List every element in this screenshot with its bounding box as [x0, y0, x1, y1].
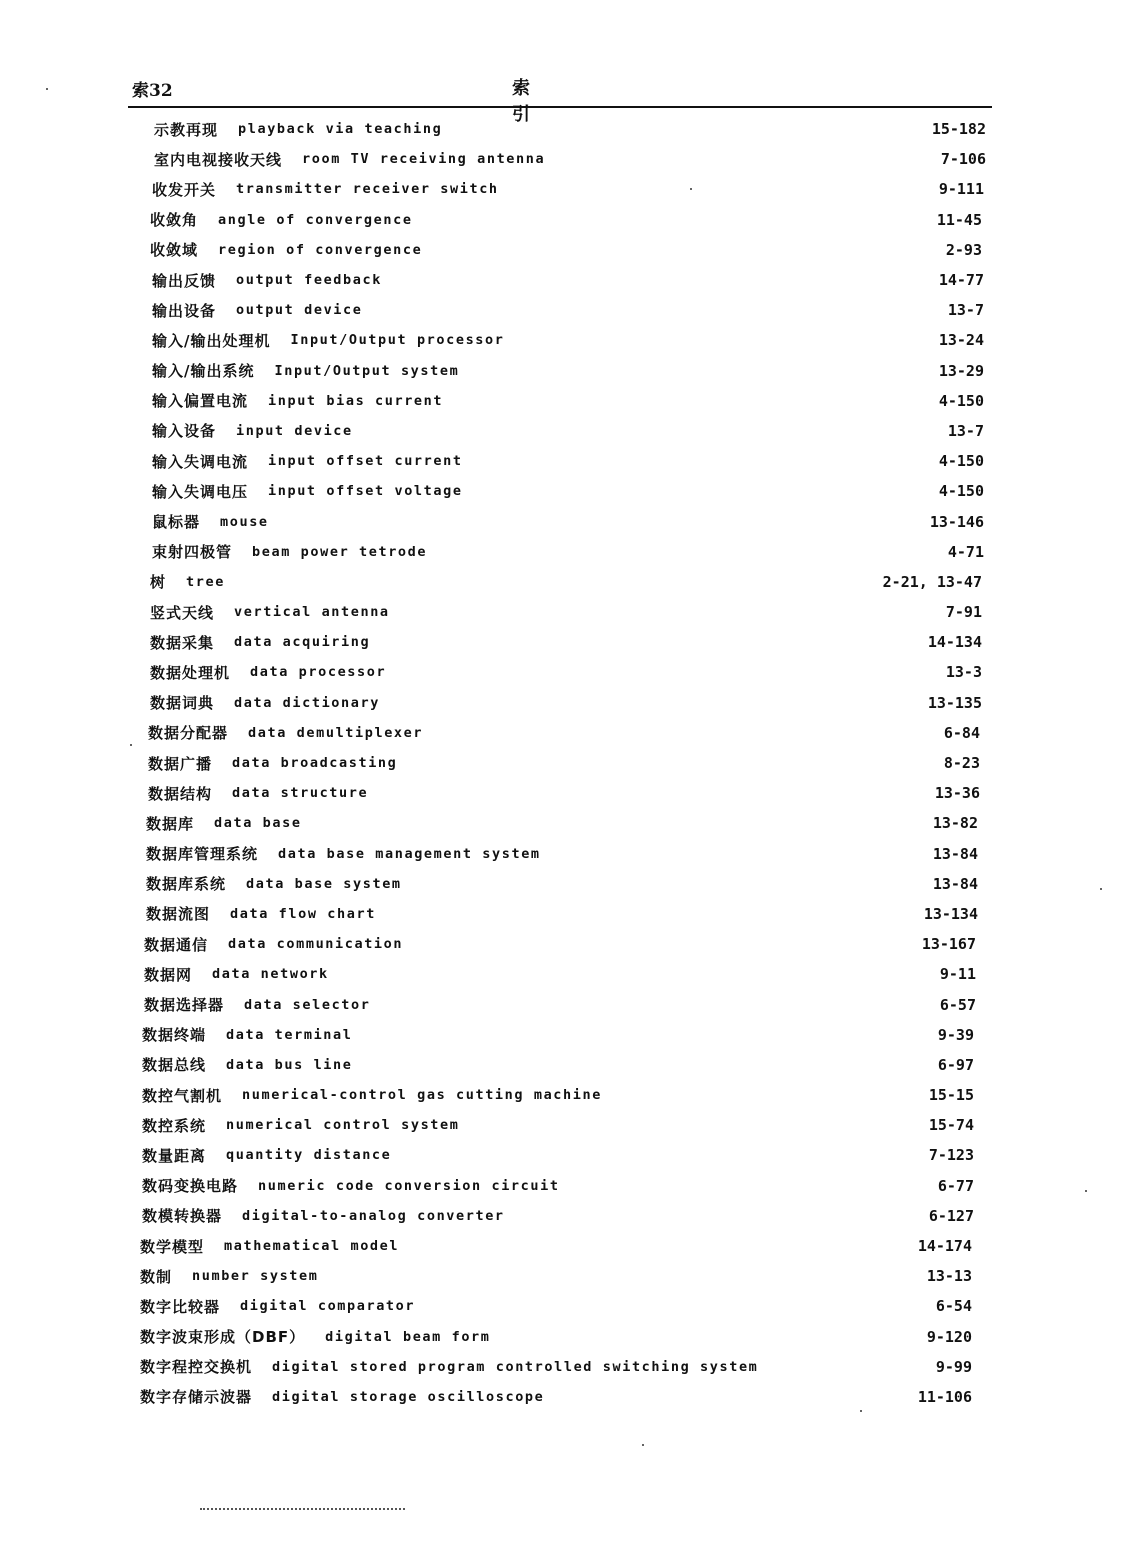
term-english: input bias current [268, 392, 444, 409]
term-chinese: 鼠标器 [152, 513, 201, 532]
scan-speck [690, 188, 692, 190]
index-entry [152, 446, 996, 476]
index-entry [142, 1140, 996, 1170]
term-english: digital beam form [325, 1328, 491, 1345]
term-chinese: 数字存储示波器 [140, 1388, 253, 1407]
index-entry [150, 235, 996, 265]
term-english: data base [214, 815, 302, 832]
term-chinese: 数据广播 [148, 754, 213, 773]
index-entry [152, 537, 996, 567]
term-english: output device [236, 302, 363, 319]
term-chinese: 数字程控交换机 [140, 1358, 253, 1377]
term-chinese: 数模转换器 [142, 1207, 223, 1226]
term-english: input offset current [268, 453, 463, 470]
term-english: data structure [232, 785, 369, 802]
term-english: number system [192, 1268, 319, 1285]
term-english: data processor [250, 664, 387, 681]
term-chinese: 输入失调电压 [152, 482, 249, 501]
term-chinese: 收敛域 [150, 241, 199, 260]
term-chinese: 输出反馈 [152, 271, 217, 290]
term-chinese: 数据流图 [146, 905, 211, 924]
term-english: data base system [246, 875, 402, 892]
index-entry [140, 1291, 996, 1321]
page-reference: 6-127 [928, 1206, 974, 1225]
term-english: mouse [220, 513, 269, 530]
index-entry [148, 748, 996, 778]
term-chinese: 树 [150, 573, 167, 592]
page-reference: 15-74 [928, 1116, 974, 1135]
page-reference: 13-82 [932, 814, 978, 833]
page-header [132, 74, 992, 125]
page-reference: 9-11 [939, 965, 976, 984]
page-reference: 13-7 [947, 301, 984, 320]
term-english: room TV receiving antenna [302, 151, 546, 168]
term-chinese: 数量距离 [142, 1146, 207, 1165]
term-english: Input/Output processor [290, 332, 505, 349]
term-chinese: 收敛角 [150, 211, 199, 230]
index-entry [154, 114, 996, 144]
index-entry [146, 808, 996, 838]
index-entry [142, 1201, 996, 1231]
scan-speck [1085, 1190, 1087, 1192]
page-reference: 13-134 [923, 904, 978, 923]
index-entry [152, 386, 996, 416]
page-reference: 2-21, 13-47 [882, 572, 982, 591]
term-english: quantity distance [226, 1147, 392, 1164]
term-english: angle of convergence [218, 211, 413, 228]
page-reference: 14-77 [938, 271, 984, 290]
page-reference: 9-39 [937, 1025, 974, 1044]
term-chinese: 示教再现 [154, 120, 219, 139]
index-entry [142, 1050, 996, 1080]
term-chinese: 数据终端 [142, 1026, 207, 1045]
page-reference: 4-150 [938, 452, 984, 471]
term-chinese: 竖式天线 [150, 603, 215, 622]
header-rule [128, 106, 992, 108]
term-chinese: 数据网 [144, 965, 193, 984]
term-chinese: 输入/输出处理机 [152, 331, 271, 350]
term-english: data flow chart [230, 905, 376, 922]
index-entry [152, 325, 996, 355]
page-reference: 4-150 [938, 482, 984, 501]
index-entry [152, 295, 996, 325]
term-chinese: 输入偏置电流 [152, 392, 249, 411]
term-english: Input/Output system [274, 362, 460, 379]
term-english: vertical antenna [234, 604, 390, 621]
term-english: data selector [244, 996, 371, 1013]
index-entry [140, 1352, 996, 1382]
term-chinese: 数制 [140, 1267, 173, 1286]
term-chinese: 数据结构 [148, 784, 213, 803]
index-entry [144, 959, 996, 989]
term-english: digital comparator [240, 1298, 416, 1315]
page-reference: 13-135 [927, 693, 982, 712]
term-chinese: 收发开关 [152, 180, 217, 199]
index-entry [140, 1231, 996, 1261]
scan-speck [642, 1444, 644, 1446]
scan-speck [860, 1410, 862, 1412]
term-chinese: 数据选择器 [144, 996, 225, 1015]
index-entry [152, 506, 996, 536]
page-reference: 14-134 [927, 633, 982, 652]
term-english: data network [212, 966, 329, 983]
page-reference: 15-182 [931, 120, 986, 139]
index-entry [140, 1382, 996, 1412]
term-english: data bus line [226, 1056, 353, 1073]
page-reference: 13-84 [932, 874, 978, 893]
page-reference: 9-99 [935, 1357, 972, 1376]
page-reference: 6-97 [937, 1055, 974, 1074]
term-english: data base management system [278, 845, 541, 862]
index-entry [140, 1322, 996, 1352]
term-english: digital storage oscilloscope [272, 1388, 545, 1405]
scan-speck [130, 744, 132, 746]
index-entry [148, 778, 996, 808]
index-entry [150, 688, 996, 718]
index-entry [150, 567, 996, 597]
term-chinese: 数控气割机 [142, 1086, 223, 1105]
term-english: output feedback [236, 272, 382, 289]
index-entry [148, 718, 996, 748]
index-entry [142, 1171, 996, 1201]
index-list [140, 114, 996, 1412]
term-chinese: 束射四极管 [152, 543, 233, 562]
page-reference: 6-77 [937, 1176, 974, 1195]
page-reference: 9-120 [926, 1327, 972, 1346]
term-chinese: 数码变换电路 [142, 1177, 239, 1196]
term-chinese: 数据分配器 [148, 724, 229, 743]
page-reference: 13-84 [932, 844, 978, 863]
term-english: data terminal [226, 1026, 353, 1043]
term-chinese: 数据采集 [150, 633, 215, 652]
page-reference: 13-7 [947, 421, 984, 440]
scan-speck [1100, 888, 1102, 890]
index-entry [142, 1080, 996, 1110]
term-english: input offset voltage [268, 483, 463, 500]
term-chinese: 数据库系统 [146, 875, 227, 894]
page-reference: 14-174 [917, 1237, 972, 1256]
index-entry [146, 839, 996, 869]
page-reference: 13-3 [945, 663, 982, 682]
page-reference: 6-57 [939, 995, 976, 1014]
term-english: mathematical model [224, 1238, 400, 1255]
term-chinese: 数字波束形成（DBF） [140, 1328, 306, 1347]
term-english: digital stored program controlled switching system [272, 1358, 759, 1375]
index-entry [150, 205, 996, 235]
index-entry [152, 356, 996, 386]
term-english: input device [236, 422, 353, 439]
term-english: data communication [228, 936, 404, 953]
page-reference: 13-29 [938, 361, 984, 380]
index-entry [150, 627, 996, 657]
page-reference: 6-54 [935, 1297, 972, 1316]
term-chinese: 数据总线 [142, 1056, 207, 1075]
term-chinese: 数控系统 [142, 1116, 207, 1135]
page-reference: 9-111 [938, 180, 984, 199]
scan-speck [46, 88, 48, 90]
index-entry [154, 144, 996, 174]
index-entry [152, 265, 996, 295]
term-chinese: 数据处理机 [150, 663, 231, 682]
term-english: digital-to-analog converter [242, 1207, 505, 1224]
index-entry [150, 597, 996, 627]
term-english: data broadcasting [232, 755, 398, 772]
page-number: 索32 [132, 81, 173, 101]
page-reference: 11-106 [917, 1387, 972, 1406]
page-reference: 7-91 [945, 603, 982, 622]
index-entry [142, 1020, 996, 1050]
term-chinese: 数字比较器 [140, 1297, 221, 1316]
term-chinese: 数据库管理系统 [146, 845, 259, 864]
term-chinese: 数据通信 [144, 935, 209, 954]
footer-marks [200, 1508, 405, 1514]
term-english: transmitter receiver switch [236, 181, 499, 198]
page-reference: 13-146 [929, 512, 984, 531]
index-entry [140, 1261, 996, 1291]
index-entry [152, 476, 996, 506]
term-chinese: 室内电视接收天线 [154, 150, 283, 169]
page-reference: 2-93 [945, 240, 982, 259]
term-english: numerical control system [226, 1117, 460, 1134]
page-title: 索 引 [512, 78, 558, 125]
page-reference: 8-23 [943, 754, 980, 773]
term-english: data demultiplexer [248, 724, 424, 741]
page-reference: 13-167 [921, 935, 976, 954]
term-english: playback via teaching [238, 121, 443, 138]
term-chinese: 数据词典 [150, 694, 215, 713]
page-reference: 13-36 [934, 784, 980, 803]
page-reference: 6-84 [943, 723, 980, 742]
term-chinese: 输入/输出系统 [152, 362, 255, 381]
page-reference: 13-13 [926, 1267, 972, 1286]
term-chinese: 输出设备 [152, 301, 217, 320]
term-english: numerical-control gas cutting machine [242, 1087, 602, 1104]
index-entry [146, 899, 996, 929]
term-english: region of convergence [218, 241, 423, 258]
page-reference: 11-45 [936, 210, 982, 229]
term-chinese: 输入失调电流 [152, 452, 249, 471]
term-english: beam power tetrode [252, 543, 428, 560]
term-english: tree [186, 573, 225, 590]
page-reference: 13-24 [938, 331, 984, 350]
term-chinese: 数学模型 [140, 1237, 205, 1256]
index-entry [152, 416, 996, 446]
page-reference: 4-150 [938, 391, 984, 410]
index-entry [144, 929, 996, 959]
page-reference: 4-71 [947, 542, 984, 561]
index-entry [144, 989, 996, 1019]
page-reference: 15-15 [928, 1086, 974, 1105]
index-entry [152, 174, 996, 204]
page-reference: 7-106 [940, 150, 986, 169]
index-entry [146, 869, 996, 899]
page-reference: 7-123 [928, 1146, 974, 1165]
term-chinese: 输入设备 [152, 422, 217, 441]
term-chinese: 数据库 [146, 814, 195, 833]
term-english: data acquiring [234, 634, 371, 651]
term-english: numeric code conversion circuit [258, 1177, 560, 1194]
term-english: data dictionary [234, 694, 380, 711]
index-entry [142, 1110, 996, 1140]
index-entry [150, 657, 996, 687]
